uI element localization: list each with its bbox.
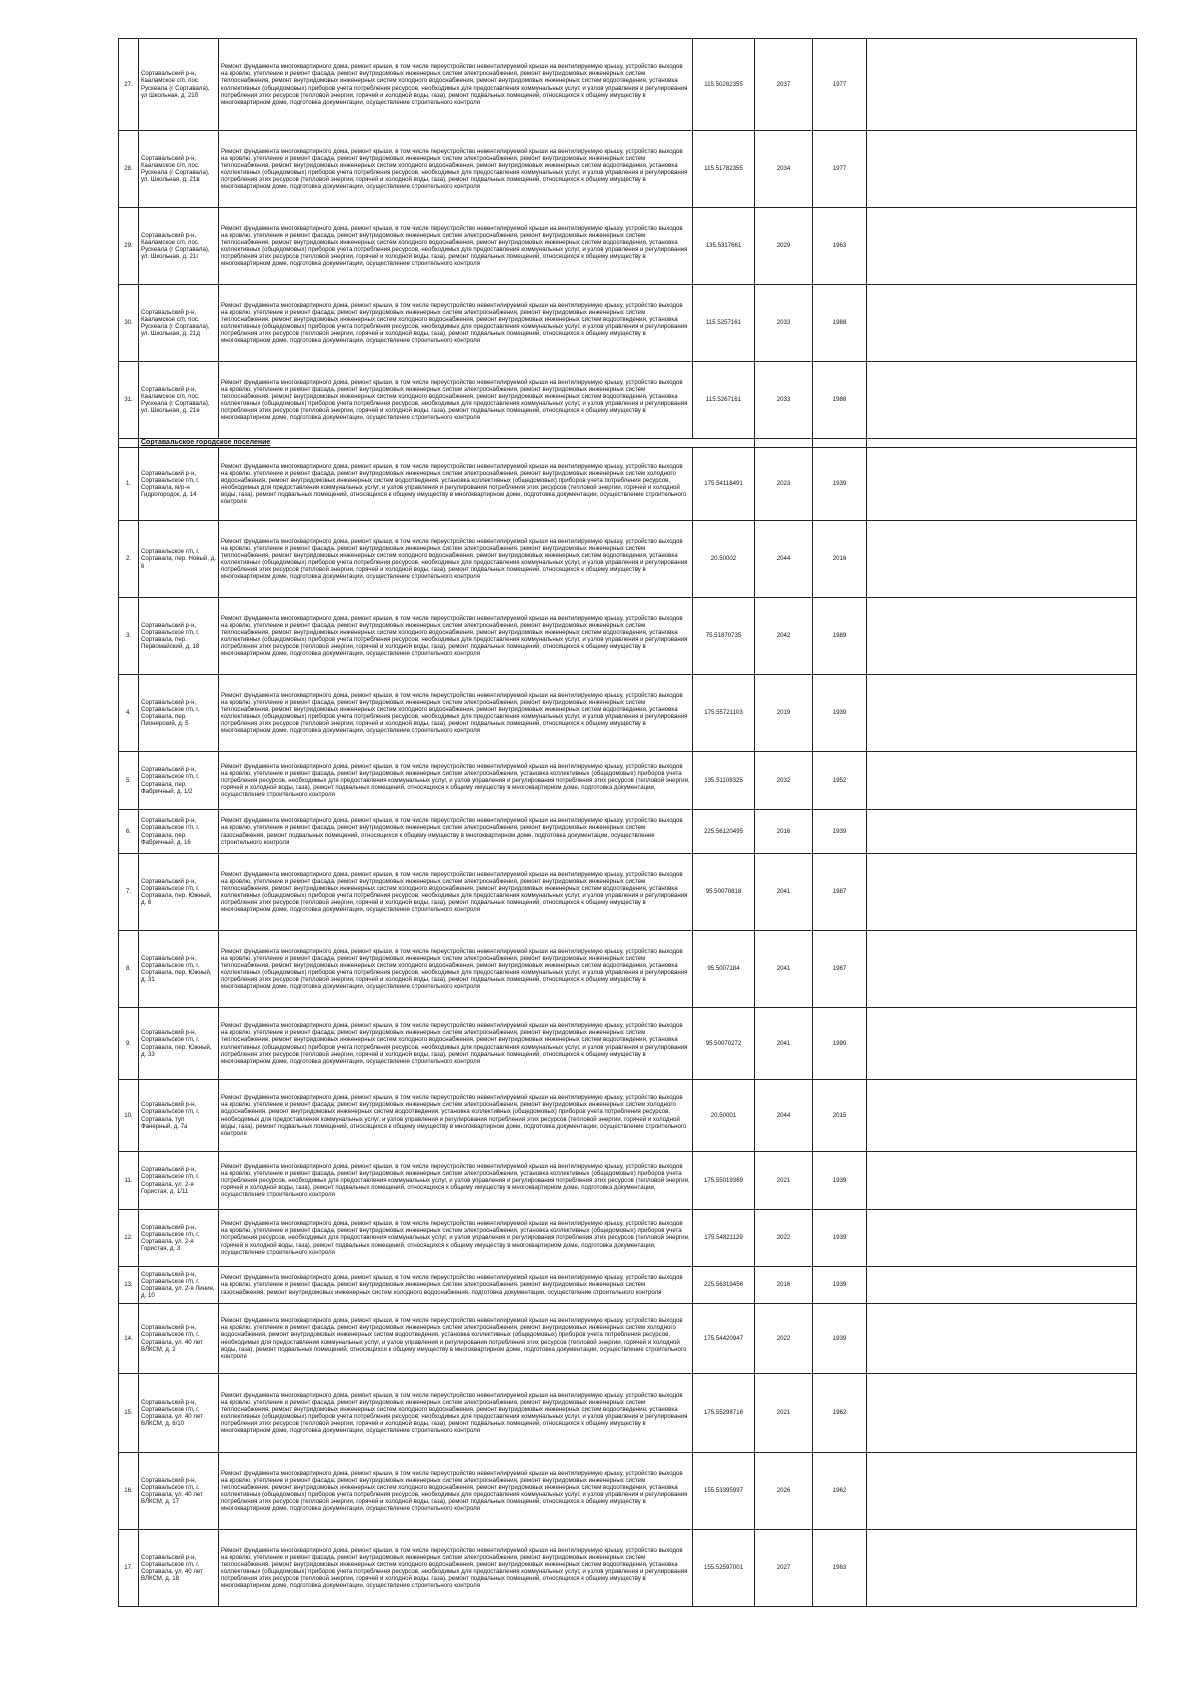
section-row-group [119, 439, 1137, 448]
address-cell: Сортавальский р-н, Сортавальское г/п, г. Сортавала, пер. Первомайский, д. 18 [139, 598, 219, 675]
works-cell: Ремонт фундамента многоквартирного дома, ремонт крыши, в том числе переустройство невентилируемой крыши на вентилируемую крышу, устройство выходов на кровлю, утепление и ремонт фасада, ремонт внутридомовых инженерных систем электроснабжения, установка коллективных (общедомовых) приборов учета потребления ресурсов, необходимых для предоставления коммунальных услуг, и узлов управления и регулирования потребления этих ресурсов (тепловой энергии, горячей и холодной воды, газа), ремонт подвальных помещений, относящихся к общему имуществу в многоквартирном доме, подготовка документации, осуществление строительного контроля [219, 752, 693, 810]
code-cell: 135.5317661 [693, 208, 755, 285]
table-row [119, 675, 1137, 752]
planned-year-cell: 2041 [755, 854, 813, 931]
row-number: 27. [119, 39, 139, 131]
empty-cell [867, 598, 1137, 675]
address-cell: Сортавальский р-н, Сортавальское г/п, г. Сортавала, м/р-н Гидрогородок, д. 14 [139, 448, 219, 521]
code-cell: 115.51782355 [693, 131, 755, 208]
planned-year-cell: 2029 [755, 208, 813, 285]
built-year-cell: 1988 [813, 285, 867, 362]
row-number: 17. [119, 1530, 139, 1607]
planned-year-cell: 2034 [755, 131, 813, 208]
section-empty-cell [755, 439, 813, 448]
table-row [119, 598, 1137, 675]
code-cell: 155.53395997 [693, 1453, 755, 1530]
works-cell: Ремонт фундамента многоквартирного дома, ремонт крыши, в том числе переустройство невентилируемой крыши на вентилируемую крышу, устройство выходов на кровлю, утепление и ремонт фасада, ремонт внутридомовых инженерных систем электроснабжения, ремонт внутридомовых инженерных систем теплоснабжения, ремонт внутридомовых инженерных систем холодного водоснабжения, ремонт внутридомовых инженерных систем водоотведения, установка коллективных (общедомовых) приборов учета потребления ресурсов, необходимых для предоставления коммунальных услуг, и узлов управления и регулирования потребления этих ресурсов (тепловой энергии, горячей и холодной воды, газа), ремонт подвальных помещений, относящихся к общему имуществу в многоквартирном доме, подготовка документации, осуществление строительного контроля [219, 675, 693, 752]
empty-cell [867, 854, 1137, 931]
code-cell: 95.50070272 [693, 1008, 755, 1080]
section-heading: Сортавальское городское поселение [139, 439, 755, 448]
empty-cell [867, 1008, 1137, 1080]
address-cell: Сортавальский р-н, Кааламское с/п, пос. Рускеала (г Сортавала), ул. Школьная, д. 21г [139, 208, 219, 285]
works-cell: Ремонт фундамента многоквартирного дома, ремонт крыши, в том числе переустройство невентилируемой крыши на вентилируемую крышу, устройство выходов на кровлю, утепление и ремонт фасада, ремонт внутридомовых инженерных систем электроснабжения, ремонт внутридомовых инженерных систем теплоснабжения, ремонт внутридомовых инженерных систем холодного водоснабжения, ремонт внутридомовых инженерных систем водоотведения, установка коллективных (общедомовых) приборов учета потребления ресурсов, необходимых для предоставления коммунальных услуг, и узлов управления и регулирования потребления этих ресурсов (тепловой энергии, горячей и холодной воды, газа), ремонт подвальных помещений, относящихся к общему имуществу в многоквартирном доме, подготовка документации, осуществление строительного контроля [219, 1374, 693, 1453]
table-row [119, 1304, 1137, 1374]
code-cell: 95.5007184 [693, 931, 755, 1008]
table-row [119, 1374, 1137, 1453]
table-row [119, 1530, 1137, 1607]
code-cell: 175.55019369 [693, 1152, 755, 1210]
row-number: 2. [119, 521, 139, 598]
table-row [119, 521, 1137, 598]
planned-year-cell: 2021 [755, 1152, 813, 1210]
planned-year-cell: 2041 [755, 1008, 813, 1080]
address-cell: Сортавальский р-н, Сортавальское г/п, г. Сортавала, ул. 2-я Линия, д. 10 [139, 1267, 219, 1304]
table-row [119, 1453, 1137, 1530]
table-row [119, 854, 1137, 931]
built-year-cell: 1987 [813, 854, 867, 931]
works-cell: Ремонт фундамента многоквартирного дома, ремонт крыши, в том числе переустройство невентилируемой крыши на вентилируемую крышу, устройство выходов на кровлю, утепление и ремонт фасада, ремонт внутридомовых инженерных систем электроснабжения, ремонт внутридомовых инженерных систем теплоснабжения, ремонт внутридомовых инженерных систем холодного водоснабжения, ремонт внутридомовых инженерных систем водоотведения, установка коллективных (общедомовых) приборов учета потребления ресурсов, необходимых для предоставления коммунальных услуг, и узлов управления и регулирования потребления этих ресурсов (тепловой энергии, горячей и холодной воды, газа), ремонт подвальных помещений, относящихся к общему имуществу в многоквартирном доме, подготовка документации, осуществление строительного контроля [219, 39, 693, 131]
planned-year-cell: 2044 [755, 521, 813, 598]
table-row [119, 931, 1137, 1008]
planned-year-cell: 2033 [755, 285, 813, 362]
table-row [119, 1152, 1137, 1210]
empty-cell [867, 1374, 1137, 1453]
code-cell: 175.55298716 [693, 1374, 755, 1453]
code-cell: 135.51108325 [693, 752, 755, 810]
works-cell: Ремонт фундамента многоквартирного дома, ремонт крыши, в том числе переустройство невентилируемой крыши на вентилируемую крышу, устройство выходов на кровлю, утепление и ремонт фасада, ремонт внутридомовых инженерных систем электроснабжения, ремонт внутридомовых инженерных систем теплоснабжения, ремонт внутридомовых инженерных систем холодного водоснабжения, ремонт внутридомовых инженерных систем водоотведения, установка коллективных (общедомовых) приборов учета потребления ресурсов, необходимых для предоставления коммунальных услуг, и узлов управления и регулирования потребления этих ресурсов (тепловой энергии, горячей и холодной воды, газа), ремонт подвальных помещений, относящихся к общему имуществу в многоквартирном доме, подготовка документации, осуществление строительного контроля [219, 285, 693, 362]
planned-year-cell: 2033 [755, 362, 813, 439]
section-row [119, 439, 1137, 448]
address-cell: Сортавальский р-н, Сортавальское г/п, г. Сортавала, пер. Фабричный, д. 1/2 [139, 752, 219, 810]
works-cell: Ремонт фундамента многоквартирного дома, ремонт крыши, в том числе переустройство невентилируемой крыши на вентилируемую крышу, устройство выходов на кровлю, утепление и ремонт фасада, ремонт внутридомовых инженерных систем электроснабжения, установка коллективных (общедомовых) приборов учета потребления ресурсов, необходимых для предоставления коммунальных услуг, и узлов управления и регулирования потребления этих ресурсов (тепловой энергии, горячей и холодной воды, газа), ремонт подвальных помещений, относящихся к общему имуществу в многоквартирном доме, подготовка документации, осуществление строительного контроля [219, 1210, 693, 1267]
empty-cell [867, 362, 1137, 439]
row-number: 4. [119, 675, 139, 752]
empty-cell [867, 1210, 1137, 1267]
code-cell: 20.50002 [693, 521, 755, 598]
code-cell: 115.5257161 [693, 285, 755, 362]
planned-year-cell: 2021 [755, 1374, 813, 1453]
section-empty-cell [867, 439, 1137, 448]
works-cell: Ремонт фундамента многоквартирного дома, ремонт крыши, в том числе переустройство невентилируемой крыши на вентилируемую крышу, устройство выходов на кровлю, утепление и ремонт фасада, ремонт внутридомовых инженерных систем электроснабжения, ремонт внутридомовых инженерных систем теплоснабжения, ремонт внутридомовых инженерных систем холодного водоснабжения, ремонт внутридомовых инженерных систем водоотведения, установка коллективных (общедомовых) приборов учета потребления ресурсов, необходимых для предоставления коммунальных услуг, и узлов управления и регулирования потребления этих ресурсов (тепловой энергии, горячей и холодной воды, газа), ремонт подвальных помещений, относящихся к общему имуществу в многоквартирном доме, подготовка документации, осуществление строительного контроля [219, 1530, 693, 1607]
address-cell: Сортавальский р-н, Сортавальское г/п, г. Сортавала, ул. 40 лет ВЛКСМ, д. 18 [139, 1530, 219, 1607]
empty-cell [867, 1304, 1137, 1374]
table-row [119, 39, 1137, 131]
planned-year-cell: 2042 [755, 598, 813, 675]
address-cell: Сортавальский р-н, Сортавальское г/п, г. Сортавала, ул. 2-я Гористая, д. 1/11 [139, 1152, 219, 1210]
table-row [119, 752, 1137, 810]
planned-year-cell: 2019 [755, 675, 813, 752]
empty-cell [867, 1267, 1137, 1304]
table-body-sortavalskoe [119, 448, 1137, 1607]
row-number: 8. [119, 931, 139, 1008]
table-row [119, 1008, 1137, 1080]
section-empty-cell [813, 439, 867, 448]
row-number: 11. [119, 1152, 139, 1210]
repair-program-table [118, 38, 1137, 1607]
register-sheet [118, 38, 1136, 1607]
table-row [119, 1267, 1137, 1304]
code-cell: 95.50070818 [693, 854, 755, 931]
works-cell: Ремонт фундамента многоквартирного дома, ремонт крыши, в том числе переустройство невентилируемой крыши на вентилируемую крышу, устройство выходов на кровлю, утепление и ремонт фасада, ремонт внутридомовых инженерных систем электроснабжения, ремонт внутридомовых инженерных систем теплоснабжения, ремонт внутридомовых инженерных систем холодного водоснабжения, ремонт внутридомовых инженерных систем водоотведения, установка коллективных (общедомовых) приборов учета потребления ресурсов, необходимых для предоставления коммунальных услуг, и узлов управления и регулирования потребления этих ресурсов (тепловой энергии, горячей и холодной воды, газа), ремонт подвальных помещений, относящихся к общему имуществу в многоквартирном доме, подготовка документации, осуществление строительного контроля [219, 598, 693, 675]
built-year-cell: 1939 [813, 1152, 867, 1210]
built-year-cell: 1939 [813, 810, 867, 854]
row-number: 5. [119, 752, 139, 810]
row-number: 6. [119, 810, 139, 854]
address-cell: Сортавальский р-н, Сортавальское г/п, г. Сортавала, пер. Южный, д. 33 [139, 1008, 219, 1080]
empty-cell [867, 1530, 1137, 1607]
built-year-cell: 1977 [813, 131, 867, 208]
built-year-cell: 1990 [813, 1008, 867, 1080]
works-cell: Ремонт фундамента многоквартирного дома, ремонт крыши, в том числе переустройство невентилируемой крыши на вентилируемую крышу, устройство выходов на кровлю, утепление и ремонт фасада, ремонт внутридомовых инженерных систем электроснабжения, ремонт внутридомовых инженерных систем теплоснабжения, ремонт внутридомовых инженерных систем холодного водоснабжения, ремонт внутридомовых инженерных систем водоотведения, установка коллективных (общедомовых) приборов учета потребления ресурсов, необходимых для предоставления коммунальных услуг, и узлов управления и регулирования потребления этих ресурсов (тепловой энергии, горячей и холодной воды, газа), ремонт подвальных помещений, относящихся к общему имуществу в многоквартирном доме, подготовка документации, осуществление строительного контроля [219, 362, 693, 439]
built-year-cell: 1962 [813, 1453, 867, 1530]
table-row [119, 285, 1137, 362]
row-number: 9. [119, 1008, 139, 1080]
planned-year-cell: 2016 [755, 1267, 813, 1304]
address-cell: Сортавальский р-н, Сортавальское г/п, г. Сортавала, пер. Фабричный, д. 16 [139, 810, 219, 854]
code-cell: 175.54420947 [693, 1304, 755, 1374]
built-year-cell: 2015 [813, 1080, 867, 1152]
code-cell: 155.52597001 [693, 1530, 755, 1607]
works-cell: Ремонт фундамента многоквартирного дома, ремонт крыши, в том числе переустройство невентилируемой крыши на вентилируемую крышу, устройство выходов на кровлю, утепление и ремонт фасада, ремонт внутридомовых инженерных систем электроснабжения, ремонт внутридомовых инженерных систем газоснабжения, ремонт внутридомовых инженерных систем холодного водоснабжения, подготовка документации, осуществление строительного контроля [219, 1267, 693, 1304]
empty-cell [867, 208, 1137, 285]
built-year-cell: 1939 [813, 1210, 867, 1267]
address-cell: Сортавальский р-н, Кааламское с/п, пос. Рускеала (г Сортавала), ул. Школьная, д. 21д [139, 285, 219, 362]
built-year-cell: 1939 [813, 1304, 867, 1374]
built-year-cell: 1962 [813, 1374, 867, 1453]
address-cell: Сортавальский р-н, Сортавальское г/п, г. Сортавала, пер. Пионерский, д. 5 [139, 675, 219, 752]
empty-cell [867, 1453, 1137, 1530]
planned-year-cell: 2022 [755, 1210, 813, 1267]
row-number: 3. [119, 598, 139, 675]
code-cell: 225.56319456 [693, 1267, 755, 1304]
planned-year-cell: 2016 [755, 810, 813, 854]
address-cell: Сортавальский р-н, Сортавальское г/п, г. Сортавала, ул. 40 лет ВЛКСМ, д. 2 [139, 1304, 219, 1374]
row-number: 16. [119, 1453, 139, 1530]
works-cell: Ремонт фундамента многоквартирного дома, ремонт крыши, в том числе переустройство невентилируемой крыши на вентилируемую крышу, устройство выходов на кровлю, утепление и ремонт фасада, ремонт внутридомовых инженерных систем электроснабжения, ремонт внутридомовых инженерных систем холодного водоснабжения, ремонт внутридомовых инженерных систем водоотведения, установка коллективных (общедомовых) приборов учета потребления ресурсов, необходимых для предоставления коммунальных услуг, и узлов управления и регулирования потребления этих ресурсов (тепловой энергии, горячей и холодной воды, газа), ремонт подвальных помещений, относящихся к общему имуществу в многоквартирном доме, подготовка документации, осуществление строительного контроля [219, 1304, 693, 1374]
planned-year-cell: 2041 [755, 931, 813, 1008]
planned-year-cell: 2026 [755, 1453, 813, 1530]
table-row [119, 1210, 1137, 1267]
address-cell: Сортавальское г/п, г. Сортавала, пер. Новый, д. 6 [139, 521, 219, 598]
works-cell: Ремонт фундамента многоквартирного дома, ремонт крыши, в том числе переустройство невентилируемой крыши на вентилируемую крышу, устройство выходов на кровлю, утепление и ремонт фасада, ремонт внутридомовых инженерных систем электроснабжения, ремонт внутридомовых инженерных систем теплоснабжения, ремонт внутридомовых инженерных систем холодного водоснабжения, ремонт внутридомовых инженерных систем водоотведения, установка коллективных (общедомовых) приборов учета потребления ресурсов, необходимых для предоставления коммунальных услуг, и узлов управления и регулирования потребления этих ресурсов (тепловой энергии, горячей и холодной воды, газа), ремонт подвальных помещений, относящихся к общему имуществу в многоквартирном доме, подготовка документации, осуществление строительного контроля [219, 931, 693, 1008]
row-number: 14. [119, 1304, 139, 1374]
table-row [119, 810, 1137, 854]
address-cell: Сортавальский р-н, Сортавальское г/п, г. Сортавала, туп Фанерный, д. 7а [139, 1080, 219, 1152]
row-number: 12. [119, 1210, 139, 1267]
row-number: 7. [119, 854, 139, 931]
address-cell: Сортавальский р-н, Кааламское с/п, пос. Рускеала (г Сортавала), ул. Школьная, д. 21е [139, 362, 219, 439]
section-number-cell [119, 439, 139, 448]
address-cell: Сортавальский р-н, Кааламское с/п, пос. Рускеала (г Сортавала), ул Школьная, д. 21б [139, 39, 219, 131]
table-row [119, 208, 1137, 285]
empty-cell [867, 131, 1137, 208]
code-cell: 20.50001 [693, 1080, 755, 1152]
planned-year-cell: 2023 [755, 448, 813, 521]
code-cell: 75.51870735 [693, 598, 755, 675]
empty-cell [867, 752, 1137, 810]
address-cell: Сортавальский р-н, Кааламское с/п, пос. Рускеала (г Сортавала), ул. Школьная, д. 21в [139, 131, 219, 208]
planned-year-cell: 2027 [755, 1530, 813, 1607]
table-row [119, 1080, 1137, 1152]
empty-cell [867, 810, 1137, 854]
built-year-cell: 1939 [813, 1267, 867, 1304]
built-year-cell: 1939 [813, 675, 867, 752]
address-cell: Сортавальский р-н, Сортавальское г/п, г. Сортавала, пер. Южный, д. 31 [139, 931, 219, 1008]
planned-year-cell: 2022 [755, 1304, 813, 1374]
works-cell: Ремонт фундамента многоквартирного дома, ремонт крыши, в том числе переустройство невентилируемой крыши на вентилируемую крышу, устройство выходов на кровлю, утепление и ремонт фасада, ремонт внутридомовых инженерных систем электроснабжения, ремонт внутридомовых инженерных систем холодного водоснабжения, ремонт внутридомовых инженерных систем водоотведения, установка коллективных (общедомовых) приборов учета потребления ресурсов, необходимых для предоставления коммунальных услуг, и узлов управления и регулирования потребления этих ресурсов (тепловой энергии, горячей и холодной воды, газа), ремонт подвальных помещений, относящихся к общему имуществу в многоквартирном доме, подготовка документации, осуществление строительного контроля [219, 448, 693, 521]
address-cell: Сортавальский р-н, Сортавальское г/п, г. Сортавала, ул. 2-я Гористая, д. 3 [139, 1210, 219, 1267]
address-cell: Сортавальский р-н, Сортавальское г/п, г. Сортавала, пер. Южный, д. 6 [139, 854, 219, 931]
row-number: 1. [119, 448, 139, 521]
empty-cell [867, 931, 1137, 1008]
works-cell: Ремонт фундамента многоквартирного дома, ремонт крыши, в том числе переустройство невентилируемой крыши на вентилируемую крышу, устройство выходов на кровлю, утепление и ремонт фасада, ремонт внутридомовых инженерных систем электроснабжения, ремонт внутридомовых инженерных систем теплоснабжения, ремонт внутридомовых инженерных систем холодного водоснабжения, ремонт внутридомовых инженерных систем водоотведения, установка коллективных (общедомовых) приборов учета потребления ресурсов, необходимых для предоставления коммунальных услуг, и узлов управления и регулирования потребления этих ресурсов (тепловой энергии, горячей и холодной воды, газа), ремонт подвальных помещений, относящихся к общему имуществу в многоквартирном доме, подготовка документации, осуществление строительного контроля [219, 521, 693, 598]
planned-year-cell: 2037 [755, 39, 813, 131]
planned-year-cell: 2032 [755, 752, 813, 810]
code-cell: 225.56120495 [693, 810, 755, 854]
row-number: 31. [119, 362, 139, 439]
table-row [119, 448, 1137, 521]
empty-cell [867, 521, 1137, 598]
table-row [119, 362, 1137, 439]
works-cell: Ремонт фундамента многоквартирного дома, ремонт крыши, в том числе переустройство невентилируемой крыши на вентилируемую крышу, устройство выходов на кровлю, утепление и ремонт фасада, ремонт внутридомовых инженерных систем электроснабжения, ремонт внутридомовых инженерных систем теплоснабжения, ремонт внутридомовых инженерных систем холодного водоснабжения, ремонт внутридомовых инженерных систем водоотведения, установка коллективных (общедомовых) приборов учета потребления ресурсов, необходимых для предоставления коммунальных услуг, и узлов управления и регулирования потребления этих ресурсов (тепловой энергии, горячей и холодной воды, газа), ремонт подвальных помещений, относящихся к общему имуществу в многоквартирном доме, подготовка документации, осуществление строительного контроля [219, 131, 693, 208]
code-cell: 175.54821129 [693, 1210, 755, 1267]
built-year-cell: 1987 [813, 931, 867, 1008]
empty-cell [867, 1152, 1137, 1210]
works-cell: Ремонт фундамента многоквартирного дома, ремонт крыши, в том числе переустройство невентилируемой крыши на вентилируемую крышу, устройство выходов на кровлю, утепление и ремонт фасада, ремонт внутридомовых инженерных систем электроснабжения, ремонт внутридомовых инженерных систем теплоснабжения, ремонт внутридомовых инженерных систем холодного водоснабжения, ремонт внутридомовых инженерных систем водоотведения, установка коллективных (общедомовых) приборов учета потребления ресурсов, необходимых для предоставления коммунальных услуг, и узлов управления и регулирования потребления этих ресурсов (тепловой энергии, горячей и холодной воды, газа), ремонт подвальных помещений, относящихся к общему имуществу в многоквартирном доме, подготовка документации, осуществление строительного контроля [219, 1008, 693, 1080]
built-year-cell: 1989 [813, 598, 867, 675]
empty-cell [867, 285, 1137, 362]
empty-cell [867, 1080, 1137, 1152]
works-cell: Ремонт фундамента многоквартирного дома, ремонт крыши, в том числе переустройство невентилируемой крыши на вентилируемую крышу, устройство выходов на кровлю, утепление и ремонт фасада, ремонт внутридомовых инженерных систем электроснабжения, ремонт внутридомовых инженерных систем холодного водоснабжения, ремонт внутридомовых инженерных систем водоотведения, установка коллективных (общедомовых) приборов учета потребления ресурсов, необходимых для предоставления коммунальных услуг, и узлов управления и регулирования потребления этих ресурсов (тепловой энергии, горячей и холодной воды, газа), ремонт подвальных помещений, относящихся к общему имуществу в многоквартирном доме, подготовка документации, осуществление строительного контроля [219, 1080, 693, 1152]
built-year-cell: 1939 [813, 448, 867, 521]
works-cell: Ремонт фундамента многоквартирного дома, ремонт крыши, в том числе переустройство невентилируемой крыши на вентилируемую крышу, устройство выходов на кровлю, утепление и ремонт фасада, ремонт внутридомовых инженерных систем электроснабжения, ремонт внутридомовых инженерных систем газоснабжения, ремонт подвальных помещений, относящихся к общему имуществу в многоквартирном доме, подготовка документации, осуществление строительного контроля [219, 810, 693, 854]
built-year-cell: 1988 [813, 362, 867, 439]
empty-cell [867, 39, 1137, 131]
table-body-kaalamskoe [119, 39, 1137, 439]
address-cell: Сортавальский р-н, Сортавальское г/п, г. Сортавала, ул. 40 лет ВЛКСМ, д. 17 [139, 1453, 219, 1530]
address-cell: Сортавальский р-н, Сортавальское г/п, г. Сортавала, ул. 40 лет ВЛКСМ, д. 6/10 [139, 1374, 219, 1453]
code-cell: 175.54118491 [693, 448, 755, 521]
built-year-cell: 2016 [813, 521, 867, 598]
row-number: 28. [119, 131, 139, 208]
row-number: 10. [119, 1080, 139, 1152]
table-row [119, 131, 1137, 208]
empty-cell [867, 448, 1137, 521]
planned-year-cell: 2044 [755, 1080, 813, 1152]
works-cell: Ремонт фундамента многоквартирного дома, ремонт крыши, в том числе переустройство невентилируемой крыши на вентилируемую крышу, устройство выходов на кровлю, утепление и ремонт фасада, ремонт внутридомовых инженерных систем электроснабжения, ремонт внутридомовых инженерных систем теплоснабжения, ремонт внутридомовых инженерных систем холодного водоснабжения, ремонт внутридомовых инженерных систем водоотведения, установка коллективных (общедомовых) приборов учета потребления ресурсов, необходимых для предоставления коммунальных услуг, и узлов управления и регулирования потребления этих ресурсов (тепловой энергии, горячей и холодной воды, газа), ремонт подвальных помещений, относящихся к общему имуществу в многоквартирном доме, подготовка документации, осуществление строительного контроля [219, 208, 693, 285]
code-cell: 175.55721103 [693, 675, 755, 752]
row-number: 13. [119, 1267, 139, 1304]
code-cell: 115.5267161 [693, 362, 755, 439]
row-number: 29. [119, 208, 139, 285]
row-number: 30. [119, 285, 139, 362]
built-year-cell: 1977 [813, 39, 867, 131]
built-year-cell: 1963 [813, 1530, 867, 1607]
works-cell: Ремонт фундамента многоквартирного дома, ремонт крыши, в том числе переустройство невентилируемой крыши на вентилируемую крышу, устройство выходов на кровлю, утепление и ремонт фасада, ремонт внутридомовых инженерных систем электроснабжения, установка коллективных (общедомовых) приборов учета потребления ресурсов, необходимых для предоставления коммунальных услуг, и узлов управления и регулирования потребления этих ресурсов (тепловой энергии, горячей и холодной воды, газа), ремонт подвальных помещений, относящихся к общему имуществу в многоквартирном доме, подготовка документации, осуществление строительного контроля [219, 1152, 693, 1210]
row-number: 15. [119, 1374, 139, 1453]
works-cell: Ремонт фундамента многоквартирного дома, ремонт крыши, в том числе переустройство невентилируемой крыши на вентилируемую крышу, устройство выходов на кровлю, утепление и ремонт фасада, ремонт внутридомовых инженерных систем электроснабжения, ремонт внутридомовых инженерных систем теплоснабжения, ремонт внутридомовых инженерных систем холодного водоснабжения, ремонт внутридомовых инженерных систем водоотведения, установка коллективных (общедомовых) приборов учета потребления ресурсов, необходимых для предоставления коммунальных услуг, и узлов управления и регулирования потребления этих ресурсов (тепловой энергии, горячей и холодной воды, газа), ремонт подвальных помещений, относящихся к общему имуществу в многоквартирном доме, подготовка документации, осуществление строительного контроля [219, 854, 693, 931]
works-cell: Ремонт фундамента многоквартирного дома, ремонт крыши, в том числе переустройство невентилируемой крыши на вентилируемую крышу, устройство выходов на кровлю, утепление и ремонт фасада, ремонт внутридомовых инженерных систем электроснабжения, ремонт внутридомовых инженерных систем теплоснабжения, ремонт внутридомовых инженерных систем холодного водоснабжения, ремонт внутридомовых инженерных систем водоотведения, установка коллективных (общедомовых) приборов учета потребления ресурсов, необходимых для предоставления коммунальных услуг, и узлов управления и регулирования потребления этих ресурсов (тепловой энергии, горячей и холодной воды, газа), ремонт подвальных помещений, относящихся к общему имуществу в многоквартирном доме, подготовка документации, осуществление строительного контроля [219, 1453, 693, 1530]
built-year-cell: 1963 [813, 208, 867, 285]
code-cell: 115.50282355 [693, 39, 755, 131]
empty-cell [867, 675, 1137, 752]
built-year-cell: 1952 [813, 752, 867, 810]
